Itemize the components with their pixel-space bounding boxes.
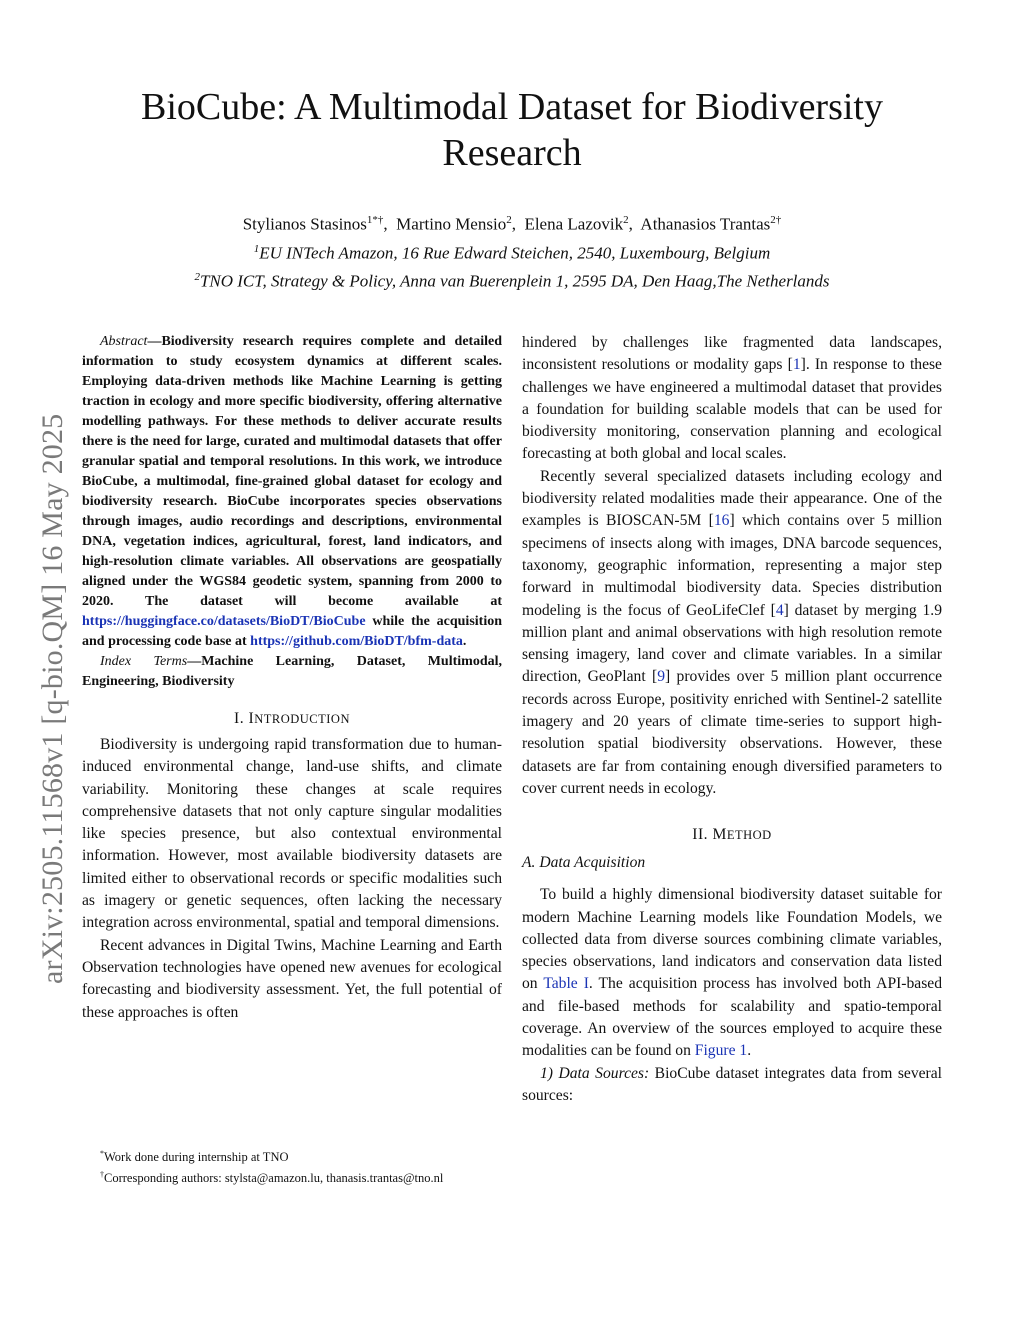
huggingface-link[interactable]: https://huggingface.co/datasets/BioDT/BioCube bbox=[82, 614, 366, 629]
author-list: Stylianos Stasinos$^{1*\dagger}$, Martino Mensio$^2$, Elena Lazovik$^2$, Athanasios Trantas$^{2\dagger}$ bbox=[242, 214, 782, 234]
citation-link[interactable]: 4 bbox=[775, 601, 784, 619]
footnote: *Work done during internship at TNO bbox=[100, 1149, 289, 1165]
section-heading-method: II. METHOD bbox=[692, 826, 772, 844]
affil-number: 2 bbox=[194, 271, 200, 284]
index-terms-label: Index Terms bbox=[100, 654, 188, 669]
section-heading-introduction: I. INTRODUCTION bbox=[234, 710, 350, 727]
affiliation-2 bbox=[80, 265, 944, 294]
author-name: Martino Mensio bbox=[396, 214, 507, 234]
affiliation-1 bbox=[80, 237, 944, 266]
method-paragraph: To build a highly dimensional biodiversity dataset suitable for modern Machine Learning models like Foundation Models, we collected data from diverse sources combining climate variables, species observations, land indicators and conservation data listed on Table I. The acquisition process has involved both API-based and file-based methods for scalability and spatio-temporal coverage. An overview of the sources employed to acquire these modalities can be found on Figure 1. bbox=[522, 886, 943, 1060]
footnotes bbox=[82, 1145, 502, 1187]
citation-link[interactable]: 9 bbox=[657, 668, 666, 686]
paper-title: BioCube: A Multimodal Dataset for Biodiversity Research bbox=[140, 86, 883, 174]
author-affil-mark: 2† bbox=[770, 214, 782, 226]
author-name: Athanasios Trantas bbox=[640, 214, 771, 234]
intro-paragraph: Recent advances in Digital Twins, Machine Learning and Earth Observation technologies have opened new avenues for ecological forecasting and biodiversity assessment. Yet, the full potential of these approaches is often bbox=[82, 936, 502, 1021]
abstract-label: Abstract bbox=[100, 334, 148, 349]
arxiv-identifier: arXiv:2505.11568v1 [q-bio.QM] 16 May 2025 bbox=[36, 413, 69, 984]
author-block bbox=[80, 208, 944, 294]
author-name: Elena Lazovik bbox=[524, 214, 624, 234]
author-name: Stylianos Stasinos bbox=[242, 214, 367, 234]
abstract-text: . bbox=[462, 634, 467, 649]
intro-paragraph: hindered by challenges like fragmented data landscapes, inconsistent resolutions or modality gaps [1]. In response to these challenges we have engineered a multimodal dataset that provides a foundation for building scalable models that can be used for biodiversity monitoring, conservation planning and ecological forecasting at both global and local scales. bbox=[522, 334, 942, 463]
index-terms-text: —Machine Learning, Dataset, Multimodal, Engineering, Biodiversity bbox=[82, 654, 502, 689]
affil-text: EU INTech Amazon, 16 Rue Edward Steichen, 2540, Luxembourg, Belgium bbox=[259, 243, 771, 263]
github-link[interactable]: https://github.com/BioDT/bfm-data bbox=[250, 634, 463, 649]
affil-text: TNO ICT, Strategy & Policy, Anna van Buerenplein 1, 2595 DA, Den Haag,The Netherlands bbox=[199, 271, 830, 291]
intro-paragraph: Recently several specialized datasets including ecology and biodiversity related modalities made their appearance. One of the examples is BIOSCAN-5M [16] which contains over 5 million specimens of insects along with images, DNA barcode sequences, taxonomy, geographic information, representing a major step forward in multimodal biodiversity data. Species distribution modeling is the focus of GeoLifeClef [4] dataset by merging 1.9 million plant and animal observations with high resolution remote sensing imagery, land cover and climate variables. In a similar direction, GeoPlant [9] provides over 5 million plant occurrence records across Europe, positivity enriched with Sentinel-2 satellite imagery and 20 years of climate time-series to support high-resolution spatial biodiversity observations. However, these datasets are far from containing enough diversified parameters to cover current needs in ecology. bbox=[522, 467, 943, 797]
table-reference-link[interactable]: Table I bbox=[543, 975, 589, 993]
abstract-text: while the acquisition and processing code base at bbox=[82, 614, 502, 649]
intro-paragraph: Biodiversity is undergoing rapid transformation due to human-induced environmental change, land-use shifts, and climate variability. Monitoring these changes at scale requires comprehensive datasets that not only capture singular modalities like species presence, but also contextual environmental information. However, most available biodiversity datasets are limited either to observational records or specific modalities such as imagery or genetic sequences, often lacking the necessary integration across environmental, spatial and temporal dimensions. bbox=[82, 736, 502, 932]
author-affil-mark: 1*† bbox=[366, 214, 384, 226]
method-paragraph: 1) Data Sources: BioCube dataset integrates data from several sources: bbox=[522, 1064, 942, 1104]
figure-reference-link[interactable]: Figure 1 bbox=[694, 1042, 748, 1060]
left-column bbox=[82, 332, 502, 1024]
citation-link[interactable]: 16 bbox=[713, 512, 730, 530]
abstract bbox=[82, 332, 502, 652]
affil-number: 1 bbox=[253, 242, 260, 255]
paragraph-label: 1) Data Sources: bbox=[540, 1064, 650, 1082]
author-affil-mark: 2 bbox=[506, 214, 512, 226]
abstract-text: —Biodiversity research requires complete and detailed information to study ecosystem dynamics at different scales. Employing data-driven methods like Machine Learning is getting traction in ecology and more specific biodiversity, offering alternative modelling pathways. For these methods to deliver accurate results there is the need for large, curated and multimodal datasets that offer granular spatial and temporal resolutions. In this work, we introduce BioCube, a multimodal, fine-grained global dataset for ecology and biodiversity research. BioCube incorporates species observations through images, audio recordings and descriptions, environmental DNA, vegetation indices, agricultural, forest, land indicators, and high-resolution climate variables. All observations are geospatially aligned under the WGS84 geodetic system, spanning from 2000 to 2020. The dataset will become available at bbox=[82, 334, 502, 609]
index-terms bbox=[82, 652, 502, 692]
citation-link[interactable]: 1 bbox=[792, 356, 801, 374]
footnote: †Corresponding authors: stylsta@amazon.lu, thanasis.trantas@tno.nl bbox=[100, 1170, 444, 1186]
author-affil-mark: 2 bbox=[623, 214, 629, 226]
right-column bbox=[522, 332, 942, 1107]
subsection-heading: A. Data Acquisition bbox=[522, 854, 646, 872]
